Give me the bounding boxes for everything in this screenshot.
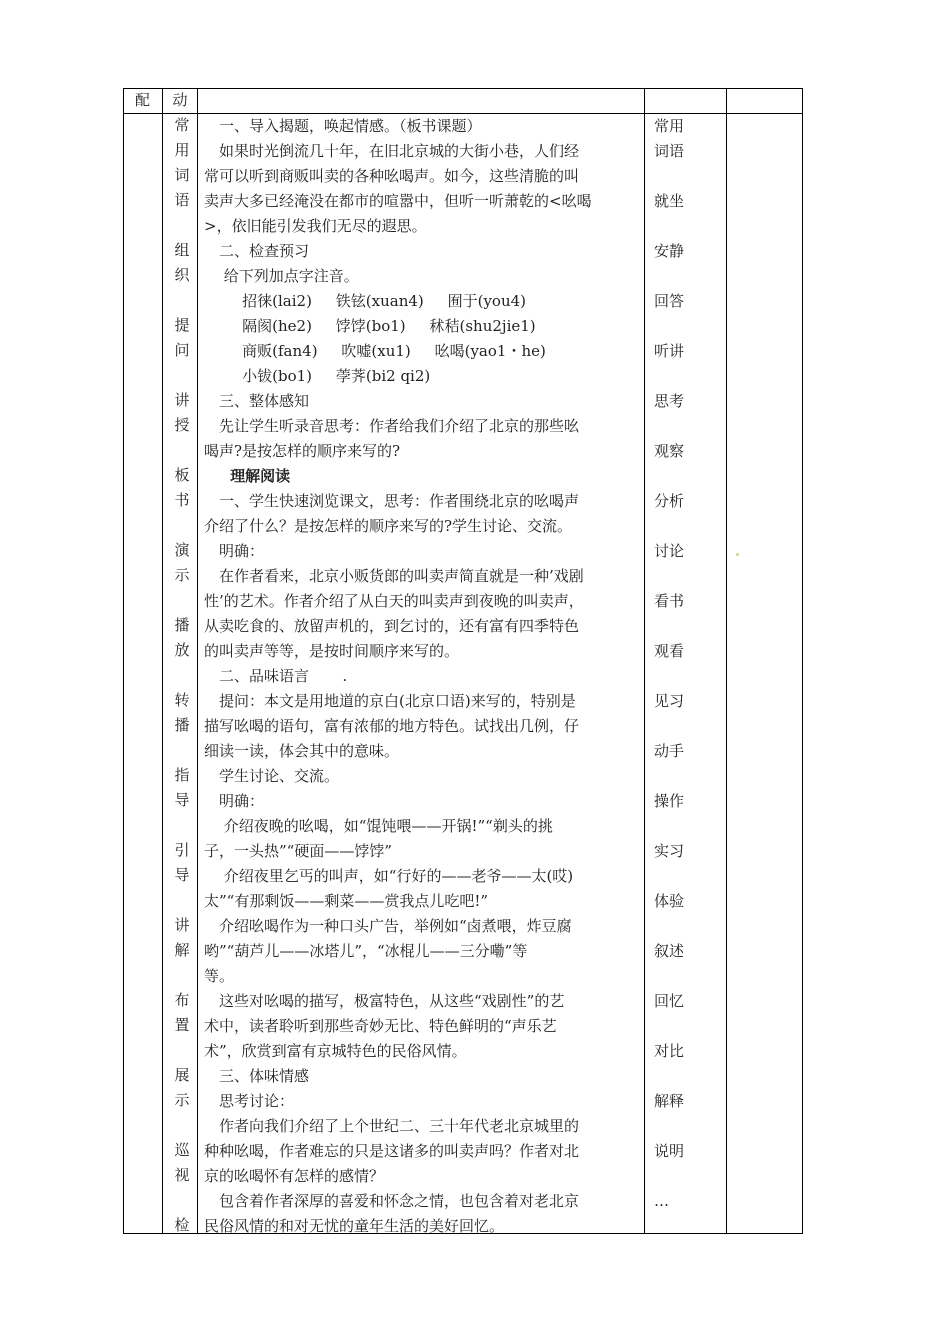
content-line: 在作者看来，北京小贩货郎的叫卖声简直就是一种’戏剧 [219, 567, 584, 585]
activity-label: 词语 [654, 142, 685, 160]
content-line: 二、品味语言 . [219, 667, 348, 685]
method-char: 解 [174, 941, 190, 959]
spacer [654, 364, 718, 389]
method-char: 板 [174, 466, 190, 484]
method-char: 词 [174, 166, 190, 184]
content-line: 先让学生听录音思考：作者给我们介绍了北京的那些吆 [219, 417, 580, 435]
spacer [172, 1113, 192, 1138]
header-cell-1: 配 [134, 91, 150, 109]
content-line: 的叫卖声等等，是按时间顺序来写的。 [204, 642, 460, 660]
method-char: 提 [174, 316, 190, 334]
content-line: 描写吆喝的语句，富有浓郁的地方特色。试找出几例，仔 [204, 717, 580, 735]
method-char: 展 [174, 1066, 190, 1084]
lesson-content [204, 114, 644, 1239]
activity-label: 见习 [654, 692, 685, 710]
activity-label: 回答 [654, 292, 685, 310]
spacer [654, 264, 718, 289]
content-line: >，依旧能引发我们无尽的遐思。 [204, 217, 427, 235]
spacer [654, 664, 718, 689]
content-line: 明确： [219, 542, 265, 560]
method-char: 指 [174, 766, 190, 784]
content-line: 招徕(lai2) 铁铉(xuan4) 囿于(you4) [204, 292, 527, 310]
content-line: 思考讨论： [219, 1092, 295, 1110]
student-activities-column [654, 114, 718, 1214]
spacer [654, 864, 718, 889]
content-line: 给下列加点字注音。 [219, 267, 359, 285]
content-line: 子，一头热”“硬面——饽饽” [204, 842, 393, 860]
content-line: 一、学生快速浏览课文，思考：作者围绕北京的吆喝声 [219, 492, 580, 510]
method-char: 常 [174, 116, 190, 134]
spacer [654, 914, 718, 939]
spacer [654, 764, 718, 789]
content-line: 喝声?是按怎样的顺序来写的? [204, 442, 401, 460]
method-char: 问 [174, 341, 190, 359]
content-line: 哟”“葫芦儿——冰塔儿”，“冰棍儿——三分嘞”等 [204, 942, 528, 960]
activity-label: 思考 [654, 392, 685, 410]
content-line: 学生讨论、交流。 [219, 767, 340, 785]
spacer [172, 813, 192, 838]
activity-label: 体验 [654, 892, 685, 910]
method-char: 播 [174, 716, 190, 734]
method-char: 织 [174, 266, 190, 284]
stray-mark [736, 553, 739, 556]
method-char: 检 [174, 1216, 190, 1234]
content-line: 这些对吆喝的描写，极富特色，从这些“戏剧性”的艺 [219, 992, 565, 1010]
content-line: 术中，读者聆听到那些奇妙无比、特色鲜明的“声乐艺 [204, 1017, 557, 1035]
content-line: 三、体味情感 [219, 1067, 310, 1085]
method-char: 引 [174, 841, 190, 859]
method-char: 放 [174, 641, 190, 659]
method-char: 导 [174, 866, 190, 884]
spacer [654, 214, 718, 239]
activity-label: 动手 [654, 742, 685, 760]
method-char: 置 [174, 1016, 190, 1034]
method-char: 播 [174, 616, 190, 634]
content-line: 卖声大多已经淹没在都市的喧嚣中，但听一听萧乾的<吆喝 [204, 192, 592, 210]
content-line: 三、整体感知 [219, 392, 310, 410]
content-line: 提问：本文是用地道的京白(北京口语)来写的，特别是 [219, 692, 576, 710]
method-char: 巡 [174, 1141, 190, 1159]
method-char: 语 [174, 191, 190, 209]
spacer [654, 514, 718, 539]
teacher-methods-column [172, 113, 192, 1238]
method-char: 组 [174, 241, 190, 259]
content-line: 隔阂(he2) 饽饽(bo1) 秫秸(shu2jie1) [204, 317, 536, 335]
lesson-table [123, 88, 803, 1234]
activity-label: 观看 [654, 642, 685, 660]
method-char: 讲 [174, 391, 190, 409]
spacer [172, 363, 192, 388]
method-char: 布 [174, 991, 190, 1009]
method-char: 授 [174, 416, 190, 434]
content-line: 等。 [204, 967, 235, 985]
table-border-right [802, 88, 803, 1234]
content-line: 小钹(bo1) 荸荠(bi2 qi2) [204, 367, 431, 385]
method-char: 视 [174, 1166, 190, 1184]
spacer [654, 464, 718, 489]
content-line: 作者向我们介绍了上个世纪二、三十年代老北京城里的 [219, 1117, 580, 1135]
method-char: 演 [174, 541, 190, 559]
activity-label: 讨论 [654, 542, 685, 560]
spacer [172, 288, 192, 313]
spacer [172, 963, 192, 988]
spacer [654, 814, 718, 839]
method-char: 讲 [174, 916, 190, 934]
spacer [172, 588, 192, 613]
spacer [172, 438, 192, 463]
spacer [654, 614, 718, 639]
activity-label: 说明 [654, 1142, 685, 1160]
content-line: 介绍吆喝作为一种口头广告，举例如“卤煮喂，炸豆腐 [219, 917, 572, 935]
activity-label: 操作 [654, 792, 685, 810]
spacer [654, 164, 718, 189]
content-line: 种种吆喝，作者难忘的只是这诸多的叫卖声吗？作者对北 [204, 1142, 580, 1160]
spacer [654, 1114, 718, 1139]
activity-label: 安静 [654, 242, 685, 260]
activity-label: 分析 [654, 492, 685, 510]
activity-label: 实习 [654, 842, 685, 860]
method-char: 示 [174, 566, 190, 584]
activity-label: 就坐 [654, 192, 685, 210]
table-border-top [123, 88, 803, 89]
spacer [654, 1164, 718, 1189]
spacer [172, 738, 192, 763]
content-line: 性’的艺术。作者介绍了从白天的叫卖声到夜晚的叫卖声， [204, 592, 584, 610]
column-divider [726, 88, 727, 1234]
content-line: 京的吆喝怀有怎样的感情？ [204, 1167, 385, 1185]
content-line: 术”，欣赏到富有京城特色的民俗风情。 [204, 1042, 467, 1060]
content-line: 一、导入揭题，唤起情感。（板书课题） [219, 117, 482, 135]
spacer [172, 1038, 192, 1063]
method-char: 转 [174, 691, 190, 709]
spacer [172, 888, 192, 913]
spacer [654, 714, 718, 739]
spacer [172, 663, 192, 688]
activity-label: 观察 [654, 442, 685, 460]
activity-label: 看书 [654, 592, 685, 610]
spacer [172, 213, 192, 238]
content-line: 民俗风情的和对无忧的童年生活的美好回忆。 [204, 1217, 505, 1235]
content-line: 商贩(fan4) 吹嘘(xu1) 吆喝(yao1・he) [204, 342, 546, 360]
content-line: 太”“有那剩饭——剩菜——赏我点儿吃吧!” [204, 892, 489, 910]
spacer [654, 964, 718, 989]
content-line: 介绍了什么？是按怎样的顺序来写的?学生讨论、交流。 [204, 517, 573, 535]
method-char: 导 [174, 791, 190, 809]
activity-label: 听讲 [654, 342, 685, 360]
spacer [654, 1014, 718, 1039]
activity-label: … [654, 1192, 669, 1210]
column-divider [162, 88, 163, 1234]
header-cell-2: 动 [172, 91, 188, 109]
activity-label: 叙述 [654, 942, 685, 960]
content-line: 细读一读，体会其中的意味。 [204, 742, 400, 760]
spacer [654, 314, 718, 339]
table-border-left [123, 88, 124, 1234]
method-char: 用 [174, 141, 190, 159]
content-line: 二、检查预习 [219, 242, 310, 260]
activity-label: 解释 [654, 1092, 685, 1110]
spacer [172, 1188, 192, 1213]
column-divider [644, 88, 645, 1234]
spacer [654, 414, 718, 439]
spacer [172, 513, 192, 538]
content-line: 明确： [219, 792, 265, 810]
spacer [654, 564, 718, 589]
method-char: 书 [174, 491, 190, 509]
spacer [654, 1064, 718, 1089]
activity-label: 常用 [654, 117, 685, 135]
content-line: 常可以听到商贩叫卖的各种吆喝声。如今，这些清脆的叫 [204, 167, 580, 185]
content-line: 包含着作者深厚的喜爱和怀念之情，也包含着对老北京 [219, 1192, 580, 1210]
activity-label: 回忆 [654, 992, 685, 1010]
content-line: 如果时光倒流几十年，在旧北京城的大街小巷，人们经 [219, 142, 580, 160]
activity-label: 对比 [654, 1042, 685, 1060]
column-divider [197, 88, 198, 1234]
content-line: 理解阅读 [204, 467, 291, 485]
content-line: 介绍夜里乞丐的叫声，如“行好的——老爷——太(哎) [219, 867, 574, 885]
content-line: 从卖吃食的、放留声机的，到乞讨的，还有富有四季特色 [204, 617, 580, 635]
method-char: 示 [174, 1091, 190, 1109]
content-line: 介绍夜晚的吆喝，如“馄饨喂——开锅!”“剃头的挑 [219, 817, 553, 835]
